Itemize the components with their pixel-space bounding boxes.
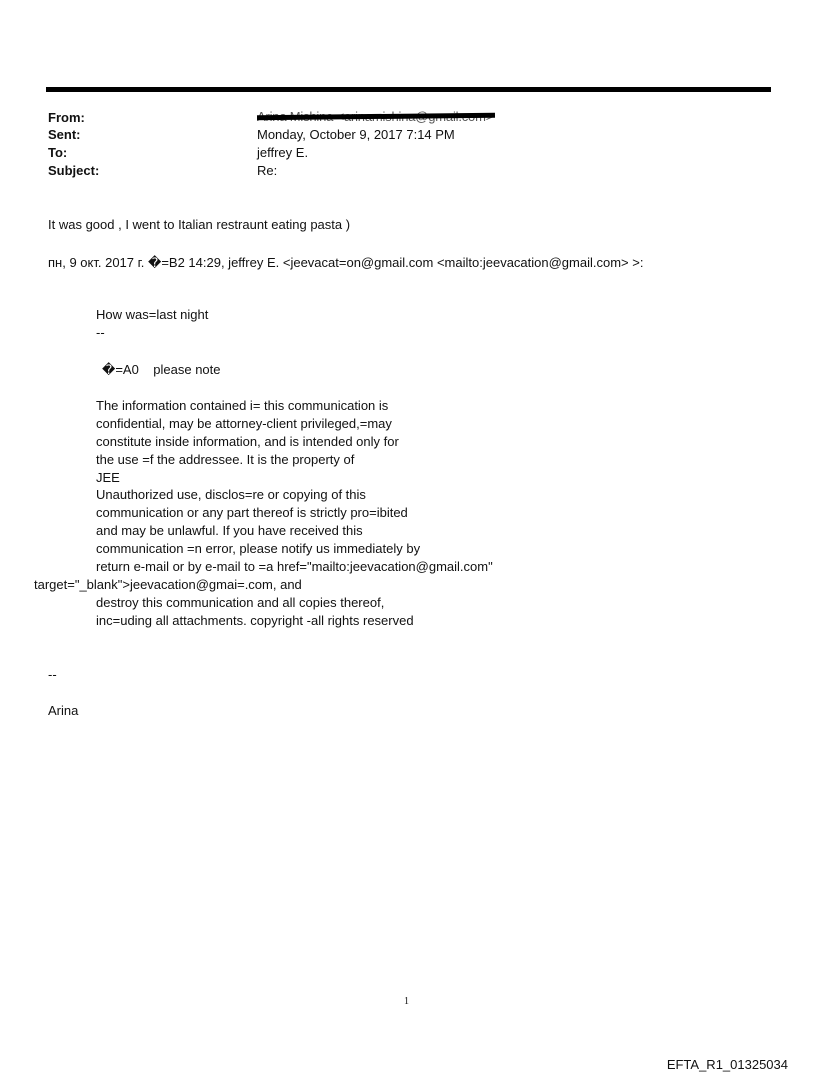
disclaimer-line: target="_blank">jeevacation@gmai=.com, and bbox=[34, 577, 302, 592]
page-number: 1 bbox=[404, 996, 409, 1007]
to-value: jeffrey E. bbox=[257, 145, 309, 160]
disclaimer-line: constitute inside information, and is intended only for bbox=[96, 434, 399, 449]
disclaimer-line: the use =f the addressee. It is the property of bbox=[96, 452, 355, 467]
disclaimer-line: inc=uding all attachments. copyright -all rights reserved bbox=[96, 613, 414, 628]
quoted-dashes: -- bbox=[96, 325, 105, 340]
to-label: To: bbox=[48, 145, 68, 160]
subject-value: Re: bbox=[257, 163, 278, 178]
signature-name: Arina bbox=[48, 703, 79, 718]
disclaimer-line: communication or any part thereof is strictly pro=ibited bbox=[96, 505, 408, 520]
from-value-redacted bbox=[257, 111, 497, 123]
signature-dashes: -- bbox=[48, 667, 57, 682]
quote-intro: пн, 9 окт. 2017 г. �=B2 14:29, jeffrey E. <jeevacat=on@gmail.com <mailto:jeevacation@gmail.com> >: bbox=[48, 255, 644, 270]
reply-text: It was good , I went to Italian restraunt eating pasta ) bbox=[48, 217, 351, 232]
disclaimer-line: JEE bbox=[96, 470, 120, 485]
disclaimer-line: Unauthorized use, disclos=re or copying of this bbox=[96, 487, 366, 502]
sent-value: Monday, October 9, 2017 7:14 PM bbox=[257, 127, 455, 142]
from-label: From: bbox=[48, 110, 85, 125]
disclaimer-line: confidential, may be attorney-client privileged,=may bbox=[96, 416, 392, 431]
quoted-line: How was=last night bbox=[96, 307, 209, 322]
disclaimer-line: and may be unlawful. If you have received this bbox=[96, 523, 363, 538]
disclaimer-line: communication =n error, please notify us immediately by bbox=[96, 541, 421, 556]
please-note: �=A0 please note bbox=[102, 362, 221, 377]
header-rule bbox=[46, 87, 771, 92]
sent-label: Sent: bbox=[48, 127, 81, 142]
document-id: EFTA_R1_01325034 bbox=[666, 1057, 788, 1072]
disclaimer-line: The information contained i= this communication is bbox=[96, 398, 389, 413]
disclaimer-line: return e-mail or by e-mail to =a href="mailto:jeevacation@gmail.com" bbox=[96, 559, 493, 574]
disclaimer-line: destroy this communication and all copies thereof, bbox=[96, 595, 385, 610]
subject-label: Subject: bbox=[48, 163, 100, 178]
